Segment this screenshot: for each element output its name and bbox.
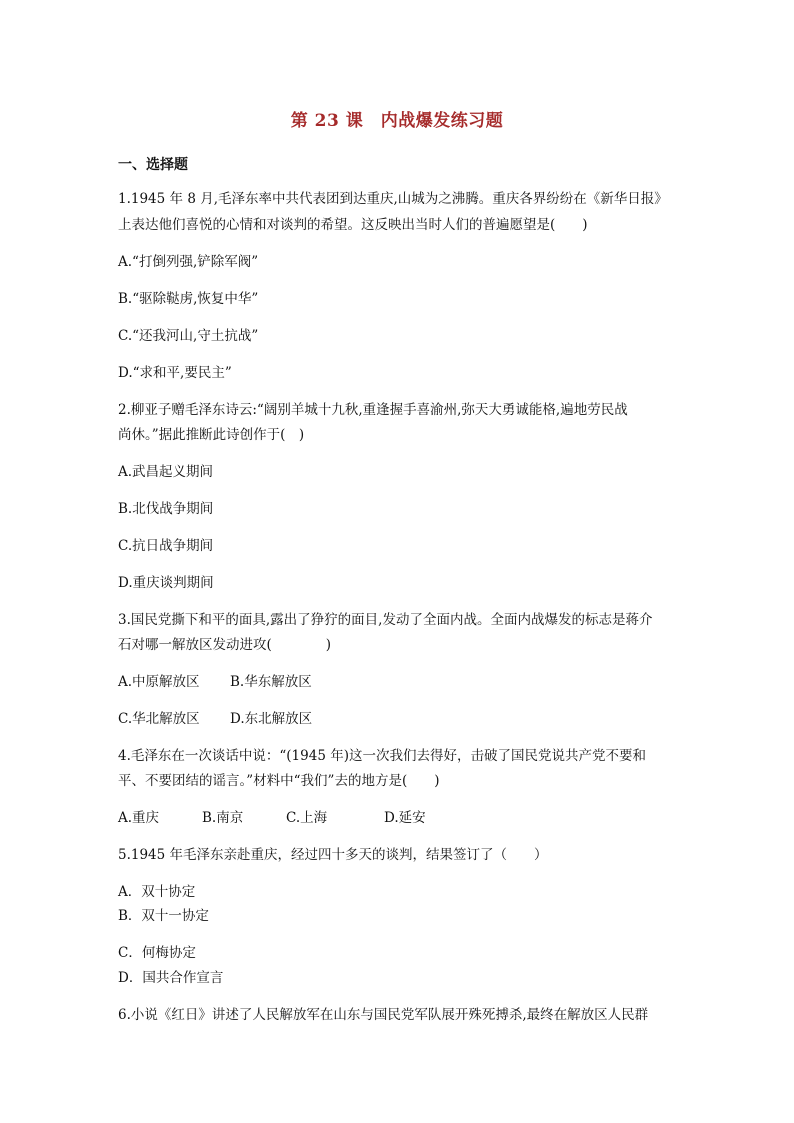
q4-option-b: B.南京: [202, 810, 244, 826]
q2-option-b: B.北伐战争期间: [118, 501, 214, 517]
q5-option-c: C．何梅协定: [118, 945, 196, 961]
q5-option-a: A．双十协定: [118, 884, 196, 900]
q1-option-c: C.“还我河山,守土抗战”: [118, 328, 259, 344]
q1-stem-line-2: 上表达他们喜悦的心情和对谈判的希望。这反映出当时人们的普遍愿望是( ): [118, 217, 588, 233]
q2-stem-line-1: 2.柳亚子赠毛泽东诗云:“阔别羊城十九秋,重逢握手喜渝州,弥天大勇诚能格,遍地劳民战: [118, 402, 628, 418]
q5-option-b: B．双十一协定: [118, 908, 209, 924]
page-title: 第 23 课 内战爆发练习题: [290, 111, 504, 131]
q5-option-d: D．国共合作宣言: [118, 970, 224, 986]
q2-option-d: D.重庆谈判期间: [118, 575, 214, 591]
q6-stem-line-1: 6.小说《红日》讲述了人民解放军在山东与国民党军队展开殊死搏杀,最终在解放区人民群: [118, 1007, 649, 1023]
q2-stem-line-2: 尚休。”据此推断此诗创作于( ): [118, 427, 305, 443]
section-heading: 一、选择题: [118, 157, 188, 173]
q5-stem-line-1: 5.1945 年毛泽东亲赴重庆，经过四十多天的谈判，结果签订了（ ）: [118, 847, 548, 863]
q3-stem-line-2: 石对哪一解放区发动进攻( ): [118, 637, 332, 653]
q4-options-row: [118, 809, 426, 827]
q4-stem-line-2: 平、不要团结的谣言。”材料中“我们”去的地方是( ): [118, 773, 440, 789]
q4-option-c: C.上海: [286, 810, 328, 826]
q3-option-d: D.东北解放区: [230, 711, 313, 727]
q4-stem-line-1: 4.毛泽东在一次谈话中说：“(1945 年)这一次我们去得好，击破了国民党说共产党不要和: [118, 748, 646, 764]
q3-options-row-2: [118, 710, 312, 728]
q1-option-d: D.“求和平,要民主”: [118, 365, 232, 381]
q2-option-c: C.抗日战争期间: [118, 538, 214, 554]
q3-option-a: A.中原解放区: [118, 674, 200, 690]
q3-options-row-1: [118, 673, 312, 691]
q3-option-b: B.华东解放区: [230, 674, 312, 690]
q1-stem-line-1: 1.1945 年 8 月,毛泽东率中共代表团到达重庆,山城为之沸腾。重庆各界纷纷在《新华日报》: [118, 191, 668, 207]
q2-option-a: A.武昌起义期间: [118, 464, 214, 480]
q1-option-b: B.“驱除鞑虏,恢复中华”: [118, 291, 259, 307]
q4-option-d: D.延安: [384, 810, 426, 826]
q4-option-a: A.重庆: [118, 810, 160, 826]
q3-stem-line-1: 3.国民党撕下和平的面具,露出了狰狞的面目,发动了全面内战。全面内战爆发的标志是蒋介: [118, 612, 653, 628]
q3-option-c: C.华北解放区: [118, 711, 200, 727]
q1-option-a: A.“打倒列强,铲除军阀”: [118, 254, 259, 270]
